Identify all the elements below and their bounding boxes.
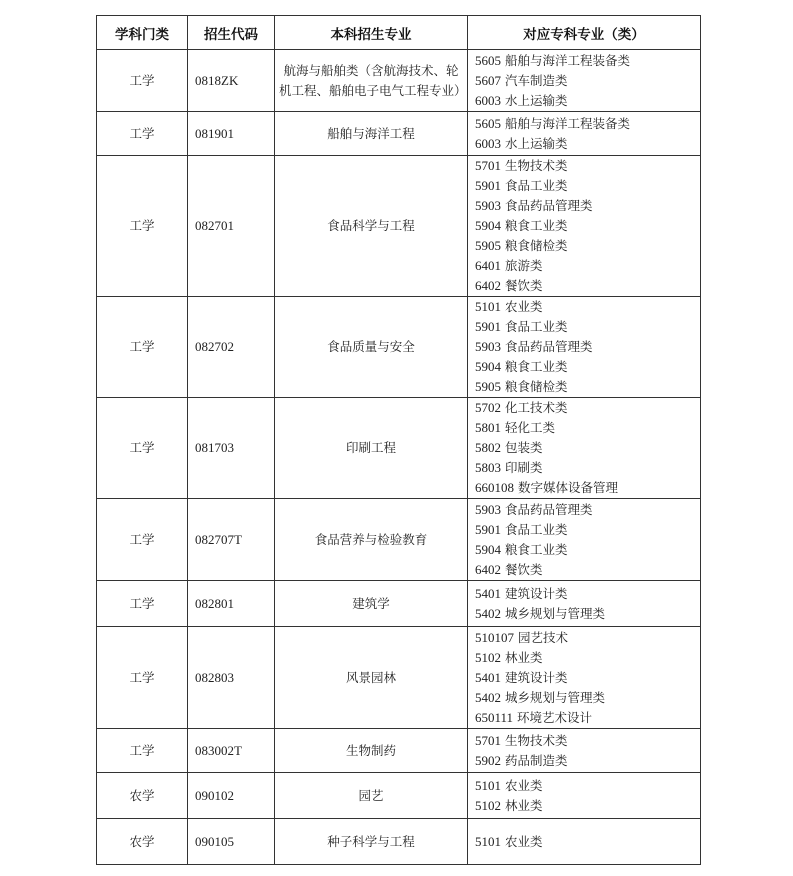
cell-code: 082702 <box>188 297 275 398</box>
specialty-item <box>475 276 700 296</box>
specialty-item <box>475 560 700 580</box>
specialty-item <box>475 688 700 708</box>
cell-major: 风景园林 <box>275 627 468 729</box>
specialty-code: 5903 <box>475 501 501 517</box>
specialty-code: 5607 <box>475 72 501 88</box>
specialty-name: 食品药品管理类 <box>504 198 593 213</box>
cell-specialties <box>468 819 701 865</box>
cell-category: 工学 <box>97 729 188 773</box>
specialty-name: 印刷类 <box>504 460 543 475</box>
specialty-code: 5905 <box>475 238 501 253</box>
specialty-item <box>475 628 700 648</box>
specialty-name: 城乡规划与管理类 <box>504 605 605 621</box>
cell-major: 生物制药 <box>275 729 468 773</box>
specialty-item <box>475 114 700 134</box>
specialty-name: 汽车制造类 <box>504 72 568 88</box>
cell-major: 印刷工程 <box>275 398 468 499</box>
specialty-name: 餐饮类 <box>504 561 543 577</box>
specialty-name: 水上运输类 <box>504 135 568 151</box>
specialty-name: 环境艺术设计 <box>517 709 593 725</box>
specialty-item <box>475 708 700 728</box>
table-row <box>97 112 701 156</box>
specialty-name: 数字媒体设备管理 <box>517 480 618 495</box>
cell-major: 航海与船舶类（含航海技术、轮机工程、船舶电子电气工程专业） <box>275 50 468 112</box>
header-category: 学科门类 <box>97 16 188 50</box>
specialty-code: 5802 <box>475 440 501 455</box>
specialty-name: 餐饮类 <box>504 278 543 293</box>
specialty-code: 5101 <box>475 777 501 793</box>
cell-category: 工学 <box>97 581 188 627</box>
cell-category: 工学 <box>97 627 188 729</box>
specialty-name: 生物技术类 <box>504 732 568 748</box>
specialty-code: 5102 <box>475 797 501 813</box>
specialty-code: 5401 <box>475 669 501 685</box>
cell-category: 工学 <box>97 499 188 581</box>
specialty-code: 5901 <box>475 319 501 334</box>
table-row <box>97 50 701 112</box>
cell-category: 农学 <box>97 773 188 819</box>
cell-specialties <box>468 773 701 819</box>
cell-major: 建筑学 <box>275 581 468 627</box>
specialty-code: 5605 <box>475 52 501 68</box>
specialty-item <box>475 134 700 154</box>
specialty-name: 粮食工业类 <box>504 359 568 374</box>
specialty-code: 5905 <box>475 379 501 394</box>
specialty-code: 5102 <box>475 649 501 665</box>
specialty-name: 建筑设计类 <box>504 669 568 685</box>
specialty-name: 食品工业类 <box>504 521 568 537</box>
specialty-item <box>475 438 700 458</box>
cell-code: 0818ZK <box>188 50 275 112</box>
specialty-item <box>475 418 700 438</box>
cell-specialties <box>468 156 701 297</box>
specialty-item <box>475 71 700 91</box>
table-header-row <box>97 16 701 50</box>
specialty-name: 建筑设计类 <box>504 585 568 601</box>
specialty-code: 5904 <box>475 541 501 557</box>
specialty-code: 5701 <box>475 732 501 748</box>
table-row <box>97 729 701 773</box>
specialty-code: 5904 <box>475 359 501 374</box>
cell-category: 农学 <box>97 819 188 865</box>
specialty-code: 5101 <box>475 833 501 849</box>
specialty-name: 包装类 <box>504 440 543 455</box>
specialty-item <box>475 731 700 751</box>
table-body <box>97 50 701 865</box>
cell-major: 园艺 <box>275 773 468 819</box>
cell-major: 食品科学与工程 <box>275 156 468 297</box>
cell-code: 081901 <box>188 112 275 156</box>
cell-category: 工学 <box>97 398 188 499</box>
specialty-code: 650111 <box>475 709 514 725</box>
cell-specialties <box>468 499 701 581</box>
cell-specialties <box>468 50 701 112</box>
specialty-name: 园艺技术 <box>517 629 568 645</box>
specialty-item <box>475 584 700 604</box>
specialty-item <box>475 540 700 560</box>
specialty-item <box>475 648 700 668</box>
table-row <box>97 156 701 297</box>
specialty-item <box>475 500 700 520</box>
specialty-item <box>475 297 700 317</box>
table-row <box>97 819 701 865</box>
cell-major: 食品营养与检验教育 <box>275 499 468 581</box>
cell-category: 工学 <box>97 297 188 398</box>
cell-category: 工学 <box>97 156 188 297</box>
cell-major: 种子科学与工程 <box>275 819 468 865</box>
cell-code: 082707T <box>188 499 275 581</box>
specialty-code: 5803 <box>475 460 501 475</box>
specialty-code: 5402 <box>475 605 501 621</box>
specialty-name: 粮食储检类 <box>504 379 568 394</box>
cell-major: 船舶与海洋工程 <box>275 112 468 156</box>
cell-specialties <box>468 112 701 156</box>
specialty-code: 5401 <box>475 585 501 601</box>
specialty-item <box>475 51 700 71</box>
specialty-item <box>475 216 700 236</box>
specialty-item <box>475 337 700 357</box>
cell-specialties <box>468 297 701 398</box>
cell-code: 082803 <box>188 627 275 729</box>
specialty-code: 5901 <box>475 178 501 193</box>
specialty-item <box>475 317 700 337</box>
header-code: 招生代码 <box>188 16 275 50</box>
specialty-name: 林业类 <box>504 797 543 813</box>
specialty-code: 510107 <box>475 629 514 645</box>
specialty-name: 船舶与海洋工程装备类 <box>504 52 630 68</box>
table-row <box>97 297 701 398</box>
specialty-item <box>475 520 700 540</box>
cell-code: 090102 <box>188 773 275 819</box>
specialty-item <box>475 458 700 478</box>
specialty-name: 食品工业类 <box>504 178 568 193</box>
specialty-item <box>475 377 700 397</box>
specialty-name: 食品药品管理类 <box>504 501 593 517</box>
specialty-code: 5402 <box>475 689 501 705</box>
specialty-name: 轻化工类 <box>504 420 555 435</box>
specialty-item <box>475 604 700 624</box>
specialty-name: 旅游类 <box>504 258 543 273</box>
specialty-name: 粮食工业类 <box>504 218 568 233</box>
cell-specialties <box>468 581 701 627</box>
specialty-item <box>475 776 700 796</box>
specialty-name: 食品药品管理类 <box>504 339 593 354</box>
specialty-code: 660108 <box>475 480 514 495</box>
cell-code: 083002T <box>188 729 275 773</box>
specialty-item <box>475 91 700 111</box>
specialty-item <box>475 478 700 498</box>
specialty-item <box>475 751 700 771</box>
specialty-code: 5904 <box>475 218 501 233</box>
specialty-item <box>475 156 700 176</box>
specialty-item <box>475 236 700 256</box>
specialty-item <box>475 832 700 852</box>
table-row <box>97 581 701 627</box>
specialty-name: 食品工业类 <box>504 319 568 334</box>
specialty-code: 6402 <box>475 278 501 293</box>
specialty-code: 5902 <box>475 752 501 768</box>
specialty-code: 6003 <box>475 135 501 151</box>
specialty-item <box>475 256 700 276</box>
specialty-code: 5101 <box>475 299 501 314</box>
specialty-name: 农业类 <box>504 299 543 314</box>
table-row <box>97 398 701 499</box>
specialty-code: 5701 <box>475 158 501 173</box>
specialty-code: 5901 <box>475 521 501 537</box>
specialty-name: 农业类 <box>504 777 543 793</box>
cell-category: 工学 <box>97 112 188 156</box>
specialty-item <box>475 398 700 418</box>
specialty-name: 城乡规划与管理类 <box>504 689 605 705</box>
specialty-code: 5702 <box>475 400 501 415</box>
specialty-item <box>475 796 700 816</box>
header-major: 本科招生专业 <box>275 16 468 50</box>
specialty-item <box>475 176 700 196</box>
specialty-name: 粮食储检类 <box>504 238 568 253</box>
table-row <box>97 627 701 729</box>
table-row <box>97 499 701 581</box>
cell-code: 082701 <box>188 156 275 297</box>
specialty-name: 化工技术类 <box>504 400 568 415</box>
specialty-code: 6402 <box>475 561 501 577</box>
specialty-code: 5903 <box>475 339 501 354</box>
major-mapping-table <box>96 15 701 865</box>
specialty-item <box>475 196 700 216</box>
specialty-code: 5801 <box>475 420 501 435</box>
cell-code: 081703 <box>188 398 275 499</box>
specialty-code: 6003 <box>475 92 501 108</box>
cell-code: 090105 <box>188 819 275 865</box>
specialty-name: 林业类 <box>504 649 543 665</box>
cell-specialties <box>468 627 701 729</box>
specialty-item <box>475 668 700 688</box>
cell-code: 082801 <box>188 581 275 627</box>
specialty-code: 5903 <box>475 198 501 213</box>
table-row <box>97 773 701 819</box>
header-specialty: 对应专科专业（类） <box>468 16 701 50</box>
specialty-name: 粮食工业类 <box>504 541 568 557</box>
specialty-name: 药品制造类 <box>504 752 568 768</box>
specialty-item <box>475 357 700 377</box>
specialty-name: 水上运输类 <box>504 92 568 108</box>
cell-specialties <box>468 729 701 773</box>
cell-specialties <box>468 398 701 499</box>
specialty-name: 生物技术类 <box>504 158 568 173</box>
specialty-code: 5605 <box>475 115 501 131</box>
specialty-name: 船舶与海洋工程装备类 <box>504 115 630 131</box>
specialty-name: 农业类 <box>504 833 543 849</box>
cell-category: 工学 <box>97 50 188 112</box>
cell-major: 食品质量与安全 <box>275 297 468 398</box>
specialty-code: 6401 <box>475 258 501 273</box>
